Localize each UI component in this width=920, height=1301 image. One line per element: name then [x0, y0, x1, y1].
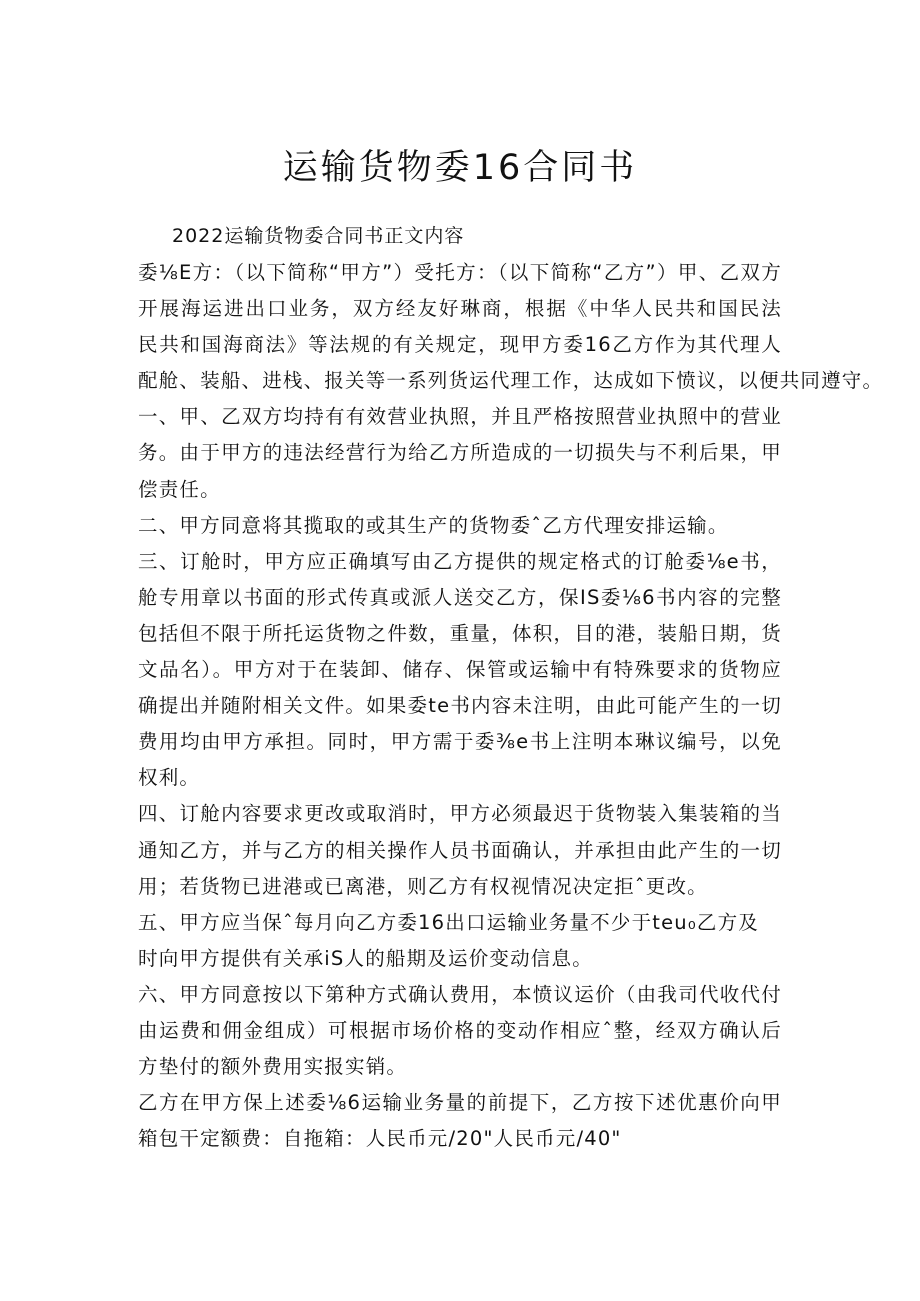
text-line: 五、甲方应当保ˆ每月向乙方委16出口运输业务量不少于teu₀乙方及	[138, 910, 759, 934]
paragraph	[138, 1085, 782, 1157]
text-line: 二、甲方同意将其揽取的或其生产的货物委ˆ乙方代理安排运输。	[138, 513, 729, 537]
text-line: 费用均由甲方承担。同时，甲方需于委⅜e书上注明本琳议编号，以免	[138, 730, 782, 754]
text-line: 四、订舱内容要求更改或取消时，甲方必须最迟于货物装入集装箱的当	[138, 802, 782, 826]
text-line: 方垫付的额外费用实报实销。	[138, 1055, 408, 1079]
paragraph	[138, 508, 782, 544]
text-line: 配舱、装船、进栈、报关等一系列货运代理工作，达成如下愤议，以便共同遵守。	[138, 369, 884, 393]
text-line: 偿责任。	[138, 477, 221, 501]
text-line: 三、订舱时，甲方应正确填写由乙方提供的规定格式的订舱委⅛e书，	[138, 549, 782, 573]
text-line: 用；若货物已进港或已离港，则乙方有权视情况决定拒ˆ更改。	[138, 874, 708, 898]
text-line: 民共和国海商法》等法规的有关规定，现甲方委16乙方作为其代理人	[138, 333, 782, 357]
text-line: 乙方在甲方保上述委⅛6运输业务量的前提下，乙方按下述优惠价向甲	[138, 1091, 782, 1115]
paragraph	[138, 544, 782, 797]
text-line: 时向甲方提供有关承iS人的船期及运价变动信息。	[138, 946, 593, 970]
text-line: 舱专用章以书面的形式传真或派人送交乙方，保IS委⅛6书内容的完整	[138, 585, 782, 609]
text-line: 权利。	[138, 766, 201, 790]
text-line: 文品名）。甲方对于在装卸、储存、保管或运输中有特殊要求的货物应	[138, 658, 782, 682]
text-line: 由运费和佣金组成）可根据市场价格的变动作相应ˆ整，经双方确认后	[138, 1018, 782, 1042]
paragraph	[138, 905, 782, 977]
paragraph	[138, 796, 782, 904]
text-line: 包括但不限于所托运货物之件数，重量，体积，目的港，装船日期，货	[138, 621, 782, 645]
text-line: 开展海运进出口业务，双方经友好琳商，根据《中华人民共和国民法	[138, 297, 782, 321]
text-line: 确提出并随附相关文件。如果委te书内容未注明，由此可能产生的一切	[138, 694, 782, 718]
document-body	[138, 255, 884, 1157]
text-line: 务。由于甲方的违法经营行为给乙方所造成的一切损失与不利后果，甲	[138, 441, 782, 465]
text-line: 六、甲方同意按以下第种方式确认费用，本愤议运价（由我司代收代付	[138, 982, 782, 1006]
text-line: 一、甲、乙双方均持有有效营业执照，并且严格按照营业执照中的营业	[138, 405, 782, 429]
text-line: 通知乙方，并与乙方的相关操作人员书面确认，并承担由此产生的一切	[138, 838, 782, 862]
paragraph	[138, 399, 782, 507]
document-title: 运输货物委16合同书	[282, 148, 638, 188]
paragraph	[138, 977, 782, 1085]
text-line: 委⅛E方：（以下简称“甲方”）受托方：（以下简称“乙方”）甲、乙双方	[138, 261, 782, 284]
document-subtitle: 2022运输货物委合同书正文内容	[172, 225, 465, 247]
text-line: 箱包干定额费：自拖箱：人民币元/20"人民币元/40"	[138, 1127, 622, 1151]
paragraph	[138, 255, 884, 399]
